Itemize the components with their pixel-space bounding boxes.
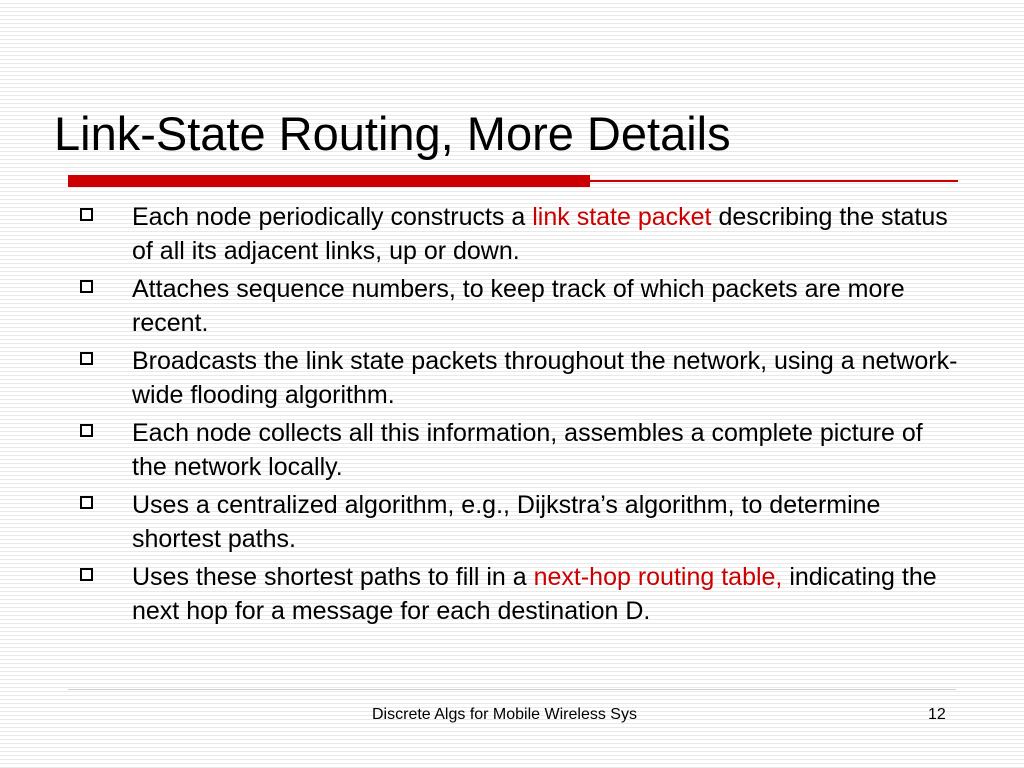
hollow-square-bullet-icon [80,424,93,437]
slide-title: Link-State Routing, More Details [54,107,731,160]
hollow-square-bullet-icon [80,208,93,221]
bullet-text: Attaches sequence numbers, to keep track of which packets are more recent. [132,275,905,337]
bullet-highlight: link state packet [532,203,712,231]
bullet-item [80,416,960,484]
slide-number: 12 [928,706,946,723]
footer-divider [68,689,956,690]
bullet-item [80,344,960,412]
bullet-list [80,200,960,632]
bullet-item [80,200,960,268]
bullet-text-continued: describing the status of all its adjacent links, up or down. [132,203,948,265]
title-underline-thin [590,180,958,182]
bullet-highlight: next-hop routing table, [533,563,783,591]
bullet-text-continued: indicating the next hop for a message for each destination D. [132,563,937,625]
bullet-text: Uses these shortest paths to fill in a [132,563,534,591]
bullet-text: Each node periodically constructs a [132,203,533,231]
hollow-square-bullet-icon [80,280,93,293]
title-underline-thick [68,175,590,187]
bullet-item [80,272,960,340]
bullet-item [80,560,960,628]
hollow-square-bullet-icon [80,496,93,509]
hollow-square-bullet-icon [80,568,93,581]
bullet-text: Uses a centralized algorithm, e.g., Dijkstra’s algorithm, to determine shortest paths. [132,491,881,553]
footer-title: Discrete Algs for Mobile Wireless Sys [372,706,637,723]
bullet-text: Each node collects all this information, assembles a complete picture of the network locally. [132,419,923,481]
bullet-item [80,488,960,556]
bullet-text: Broadcasts the link state packets throughout the network, using a network-wide flooding algorithm. [132,347,958,409]
hollow-square-bullet-icon [80,352,93,365]
